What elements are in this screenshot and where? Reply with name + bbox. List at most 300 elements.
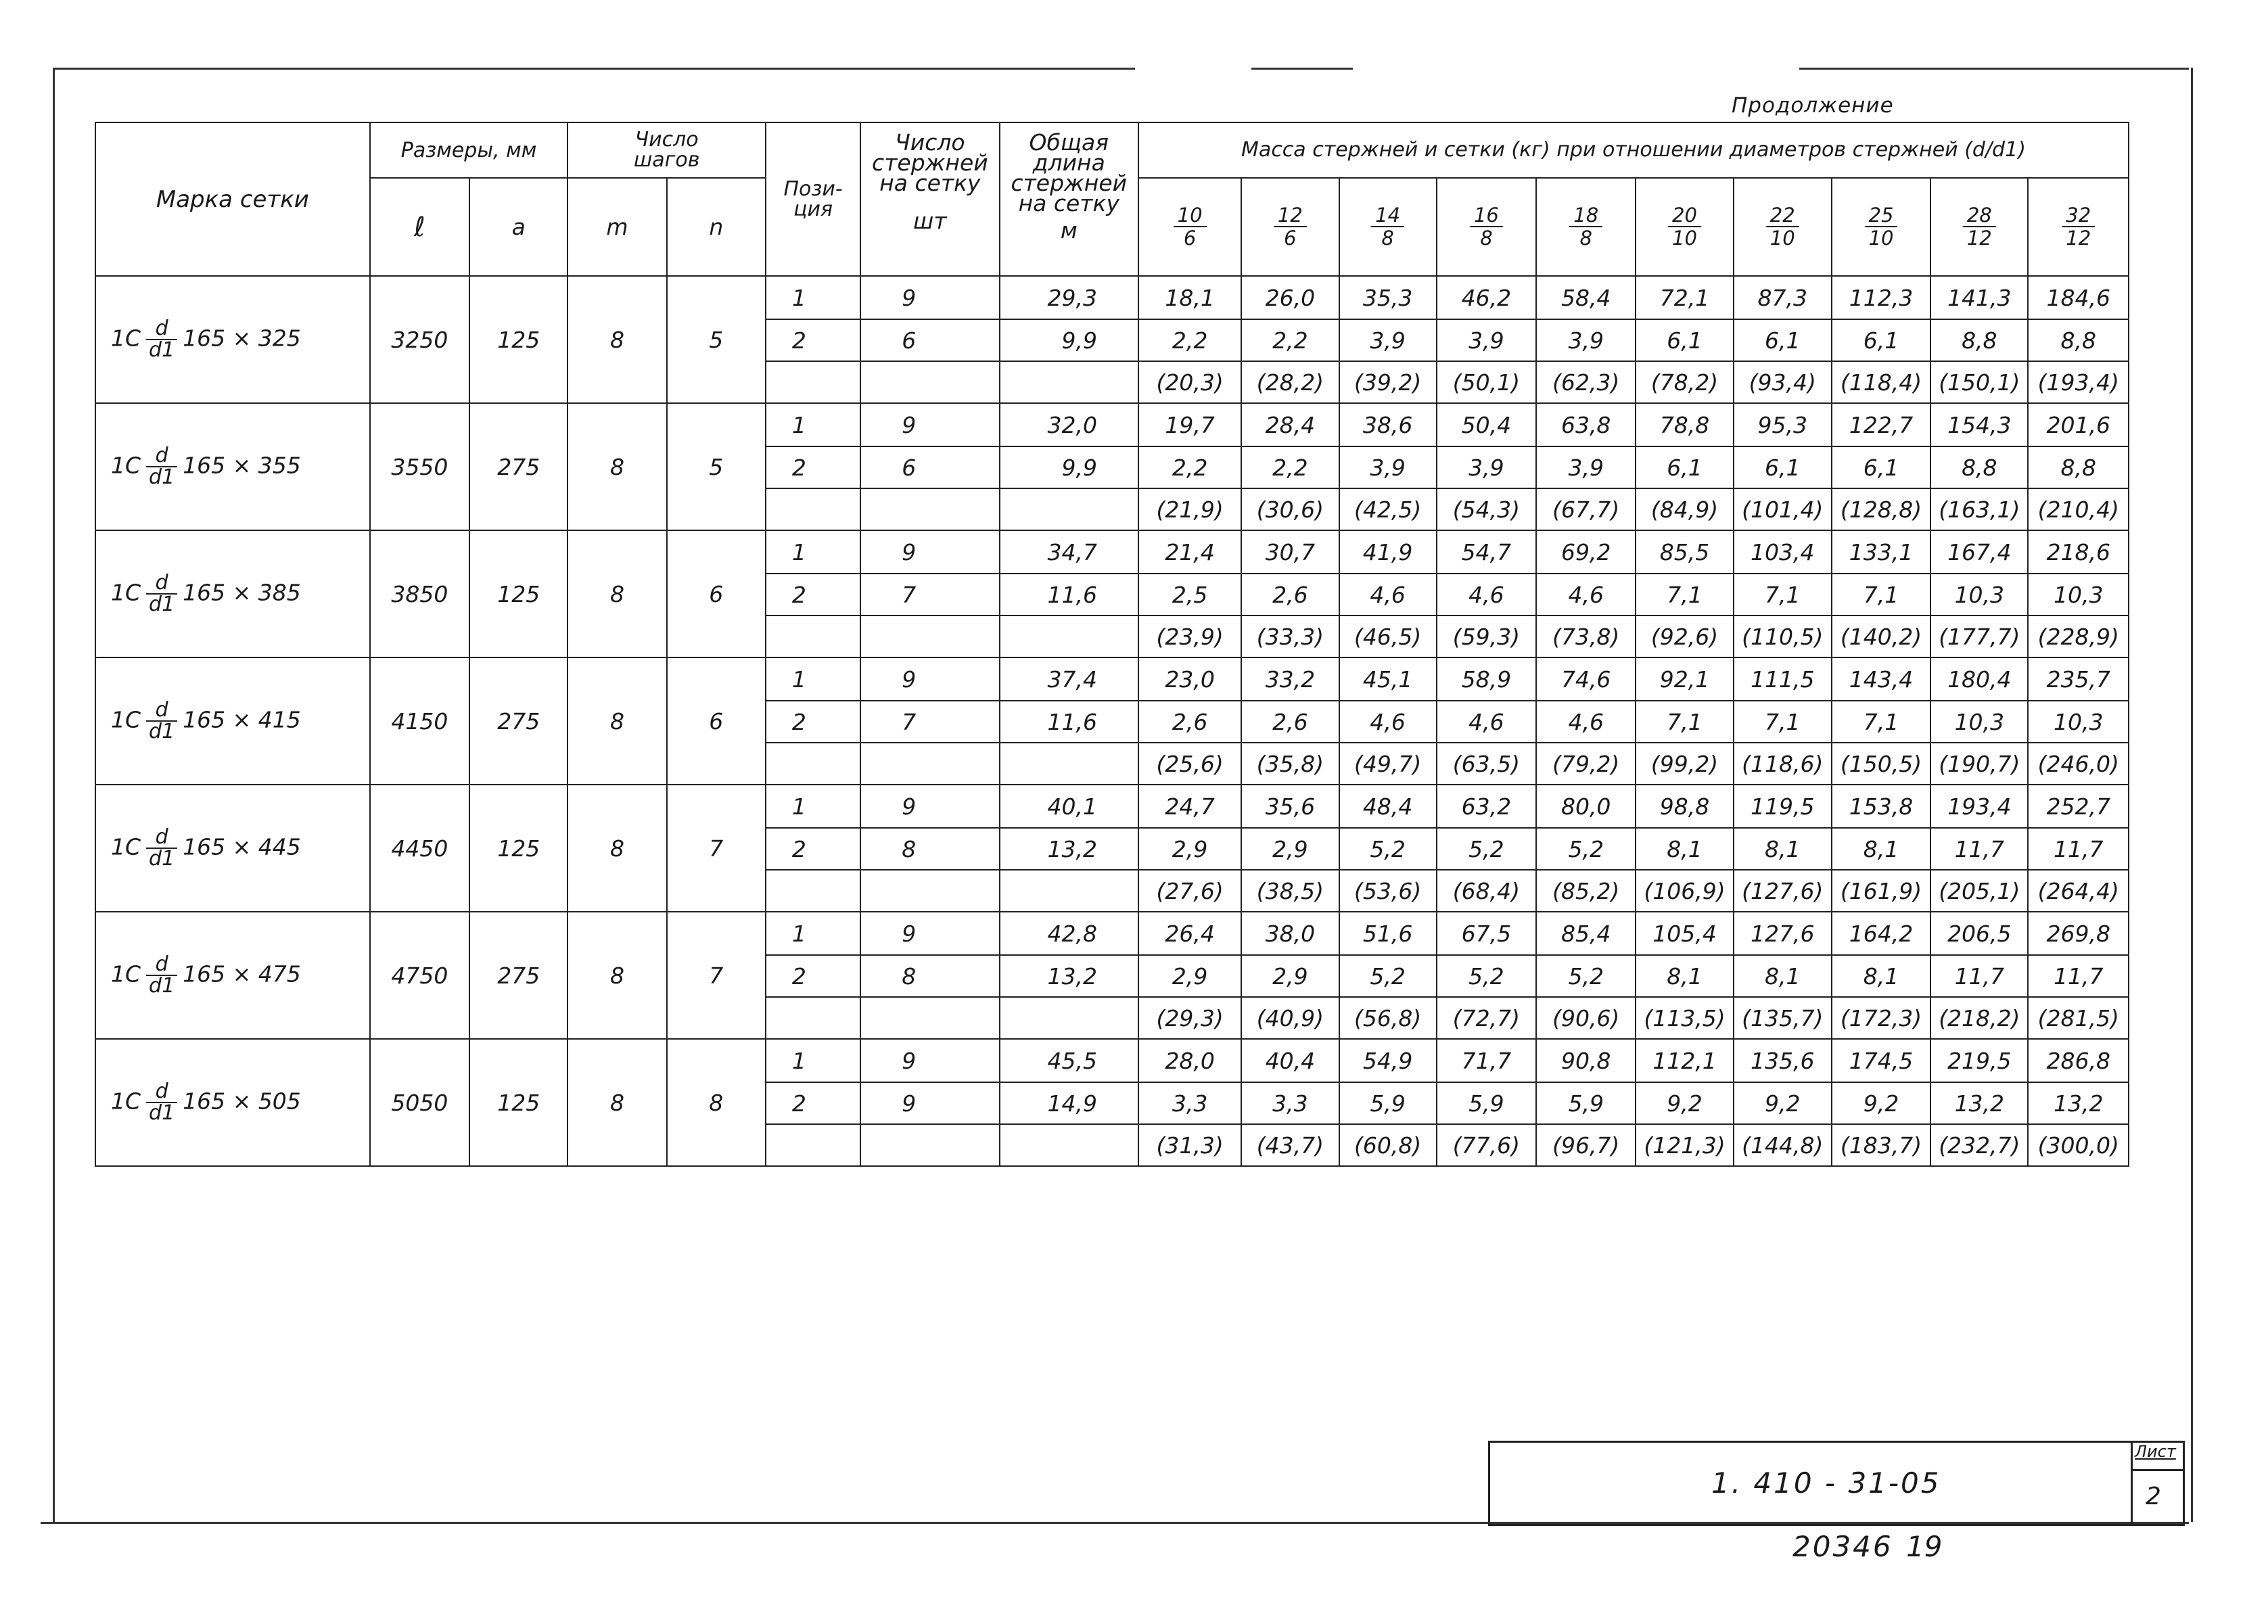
mesh-total-mass: (35,8)	[1241, 743, 1339, 785]
mesh-total-mass: (210,4)	[2028, 488, 2129, 530]
document-code: 1. 410 - 31-05	[1711, 1466, 1941, 1500]
inventory-page: 19	[1906, 1530, 1943, 1563]
rod-mass: 2,9	[1241, 955, 1339, 997]
header-total-length	[1000, 122, 1138, 276]
rod-mass: 167,4	[1930, 530, 2028, 574]
mesh-total-mass: (21,9)	[1138, 488, 1241, 530]
rod-mass: 35,3	[1339, 276, 1437, 319]
mesh-total-mass: (78,2)	[1636, 361, 1733, 403]
mesh-total-mass: (163,1)	[1930, 488, 2028, 530]
mesh-total-mass: (96,7)	[1536, 1124, 1636, 1166]
rod-mass: 206,5	[1930, 912, 2028, 955]
header-dimensions: Размеры, мм	[370, 122, 568, 178]
mesh-total-mass: (135,7)	[1734, 997, 1832, 1039]
rod-mass: 122,7	[1832, 403, 1930, 446]
mesh-total-mass: (264,4)	[2028, 870, 2129, 912]
mesh-mark-d: d	[146, 827, 177, 849]
header-ratio-7	[1734, 178, 1832, 276]
rod-mass: 85,5	[1636, 530, 1733, 574]
position-number: 1	[766, 657, 860, 701]
mesh-total-mass: (101,4)	[1734, 488, 1832, 530]
rod-mass: 2,2	[1138, 319, 1241, 361]
rod-mass: 135,6	[1734, 1039, 1832, 1082]
mesh-steps-n: 7	[667, 912, 766, 1039]
mesh-width-a: 125	[469, 276, 568, 403]
mesh-total-mass: (85,2)	[1536, 870, 1636, 912]
rod-mass: 48,4	[1339, 785, 1437, 828]
ratio-d1: 10	[1868, 226, 1894, 250]
rod-mass: 6,1	[1832, 319, 1930, 361]
rod-mass: 5,2	[1536, 955, 1636, 997]
rod-mass: 41,9	[1339, 530, 1437, 574]
header-rods-count	[860, 122, 999, 276]
table-row	[95, 276, 2129, 319]
rod-mass: 252,7	[2028, 785, 2129, 828]
rod-mass: 112,1	[1636, 1039, 1733, 1082]
rod-mass: 18,1	[1138, 276, 1241, 319]
table-row	[95, 403, 2129, 446]
rod-mass: 26,4	[1138, 912, 1241, 955]
rod-mass: 111,5	[1734, 657, 1832, 701]
rod-mass: 193,4	[1930, 785, 2028, 828]
mesh-total-mass: (25,6)	[1138, 743, 1241, 785]
mesh-steps-m: 8	[568, 912, 666, 1039]
position-number	[766, 616, 860, 657]
header-dim-l: ℓ	[370, 178, 469, 276]
mesh-steps-n: 5	[667, 276, 766, 403]
rod-mass: 3,9	[1437, 446, 1536, 488]
rod-mass: 119,5	[1734, 785, 1832, 828]
position-number: 2	[766, 1082, 860, 1124]
header-rods-count-text: Число стержней на сетку	[872, 129, 988, 196]
mesh-total-mass: (23,9)	[1138, 616, 1241, 657]
rods-count: 9	[860, 530, 999, 574]
rod-mass: 8,1	[1832, 955, 1930, 997]
mesh-total-mass: (53,6)	[1339, 870, 1437, 912]
rod-mass: 3,9	[1536, 446, 1636, 488]
position-number: 2	[766, 828, 860, 870]
rod-mass: 5,2	[1536, 828, 1636, 870]
rod-mass: 3,9	[1536, 319, 1636, 361]
frame-top-line-2	[1251, 68, 1353, 70]
mesh-total-mass: (63,5)	[1437, 743, 1536, 785]
mesh-total-mass: (56,8)	[1339, 997, 1437, 1039]
mesh-steps-n: 8	[667, 1039, 766, 1166]
mesh-total-mass: (27,6)	[1138, 870, 1241, 912]
mesh-width-a: 125	[469, 1039, 568, 1166]
mesh-steps-m: 8	[568, 276, 666, 403]
rod-mass: 87,3	[1734, 276, 1832, 319]
position-number: 1	[766, 530, 860, 574]
mesh-total-mass: (38,5)	[1241, 870, 1339, 912]
mesh-mark-d: d	[146, 573, 177, 595]
position-number: 1	[766, 912, 860, 955]
frame-top-line-3	[1799, 68, 2189, 70]
mesh-total-mass: (150,5)	[1832, 743, 1930, 785]
rods-count	[860, 488, 999, 530]
mesh-total-mass: (118,4)	[1832, 361, 1930, 403]
rod-mass: 3,9	[1437, 319, 1536, 361]
rod-mass: 9,2	[1832, 1082, 1930, 1124]
mesh-mark	[95, 912, 370, 1039]
mesh-mark-size: 165 × 415	[183, 706, 301, 733]
rod-mass: 3,3	[1138, 1082, 1241, 1124]
mesh-total-mass: (28,2)	[1241, 361, 1339, 403]
mesh-length-l: 3850	[370, 530, 469, 657]
rod-mass: 46,2	[1437, 276, 1536, 319]
rod-mass: 3,3	[1241, 1082, 1339, 1124]
rod-mass: 51,6	[1339, 912, 1437, 955]
rod-mass: 10,3	[1930, 701, 2028, 743]
ratio-d: 32	[2062, 204, 2095, 227]
rod-mass: 50,4	[1437, 403, 1536, 446]
total-length: 11,6	[1000, 701, 1138, 743]
rod-mass: 3,9	[1339, 446, 1437, 488]
mesh-total-mass: (90,6)	[1536, 997, 1636, 1039]
ratio-d: 20	[1668, 204, 1701, 227]
mesh-mark-d1: d1	[149, 593, 175, 616]
rods-count: 8	[860, 955, 999, 997]
ratio-fraction	[1274, 204, 1307, 249]
rods-count: 6	[860, 319, 999, 361]
mesh-mark-fraction	[146, 700, 177, 742]
rods-count	[860, 743, 999, 785]
mesh-total-mass: (67,7)	[1536, 488, 1636, 530]
rod-mass: 219,5	[1930, 1039, 2028, 1082]
position-number: 2	[766, 701, 860, 743]
mesh-total-mass: (60,8)	[1339, 1124, 1437, 1166]
mesh-steps-n: 6	[667, 657, 766, 785]
mesh-mark	[95, 403, 370, 530]
mesh-width-a: 275	[469, 657, 568, 785]
rod-mass: 154,3	[1930, 403, 2028, 446]
mesh-total-mass: (183,7)	[1832, 1124, 1930, 1166]
rod-mass: 26,0	[1241, 276, 1339, 319]
position-number: 1	[766, 785, 860, 828]
header-steps: Число шагов	[568, 122, 766, 178]
rod-mass: 24,7	[1138, 785, 1241, 828]
rods-count: 9	[860, 785, 999, 828]
rods-count	[860, 361, 999, 403]
rod-mass: 72,1	[1636, 276, 1733, 319]
rod-mass: 11,7	[1930, 955, 2028, 997]
rod-mass: 63,8	[1536, 403, 1636, 446]
rod-mass: 21,4	[1138, 530, 1241, 574]
mesh-mark-d: d	[146, 1082, 177, 1103]
ratio-d: 14	[1371, 204, 1404, 227]
mesh-total-mass: (246,0)	[2028, 743, 2129, 785]
mesh-total-mass: (193,4)	[2028, 361, 2129, 403]
sheet-divider	[2131, 1469, 2183, 1471]
rods-count: 9	[860, 657, 999, 701]
rod-mass: 95,3	[1734, 403, 1832, 446]
mesh-mark	[95, 657, 370, 785]
mesh-mark-d: d	[146, 954, 177, 976]
ratio-fraction	[1569, 204, 1602, 249]
mesh-total-mass: (128,8)	[1832, 488, 1930, 530]
table-row	[95, 657, 2129, 701]
rod-mass: 2,9	[1138, 828, 1241, 870]
mesh-total-mass: (127,6)	[1734, 870, 1832, 912]
rod-mass: 103,4	[1734, 530, 1832, 574]
rod-mass: 69,2	[1536, 530, 1636, 574]
mesh-steps-n: 5	[667, 403, 766, 530]
rods-count: 7	[860, 701, 999, 743]
rod-mass: 5,9	[1437, 1082, 1536, 1124]
header-total-length-text: Общая длина стержней на сетку	[1011, 129, 1128, 216]
rod-mass: 218,6	[2028, 530, 2129, 574]
mesh-total-mass: (161,9)	[1832, 870, 1930, 912]
rod-mass: 127,6	[1734, 912, 1832, 955]
ratio-d1: 8	[1381, 226, 1394, 250]
mesh-mass-table	[95, 122, 2129, 1167]
total-length	[1000, 1124, 1138, 1166]
position-number: 2	[766, 955, 860, 997]
rod-mass: 174,5	[1832, 1039, 1930, 1082]
rods-count	[860, 870, 999, 912]
rod-mass: 8,8	[1930, 446, 2028, 488]
rod-mass: 2,6	[1241, 701, 1339, 743]
rod-mass: 11,7	[2028, 828, 2129, 870]
total-length: 13,2	[1000, 828, 1138, 870]
rod-mass: 4,6	[1339, 701, 1437, 743]
rod-mass: 54,9	[1339, 1039, 1437, 1082]
rod-mass: 201,6	[2028, 403, 2129, 446]
header-ratio-10	[2028, 178, 2129, 276]
table-row	[95, 912, 2129, 955]
ratio-d1: 10	[1769, 226, 1795, 250]
mesh-steps-n: 6	[667, 530, 766, 657]
mesh-mark-fraction	[146, 446, 177, 488]
ratio-d1: 8	[1579, 226, 1592, 250]
total-length: 32,0	[1000, 403, 1138, 446]
rod-mass: 45,1	[1339, 657, 1437, 701]
mesh-mark-d: d	[146, 319, 177, 340]
rod-mass: 2,2	[1241, 319, 1339, 361]
mesh-total-mass: (33,3)	[1241, 616, 1339, 657]
ratio-d1: 8	[1480, 226, 1493, 250]
rods-count	[860, 997, 999, 1039]
rod-mass: 2,6	[1241, 574, 1339, 616]
mesh-steps-m: 8	[568, 1039, 666, 1166]
rod-mass: 112,3	[1832, 276, 1930, 319]
mesh-mark-d1: d1	[149, 847, 175, 871]
rod-mass: 30,7	[1241, 530, 1339, 574]
ratio-fraction	[1766, 204, 1799, 249]
frame-top-line-1	[53, 68, 1135, 70]
rod-mass: 3,9	[1339, 319, 1437, 361]
rod-mass: 28,4	[1241, 403, 1339, 446]
rod-mass: 4,6	[1437, 701, 1536, 743]
mesh-length-l: 4750	[370, 912, 469, 1039]
mesh-total-mass: (99,2)	[1636, 743, 1733, 785]
mesh-total-mass: (79,2)	[1536, 743, 1636, 785]
mesh-total-mass: (140,2)	[1832, 616, 1930, 657]
header-total-length-unit: м	[1060, 217, 1078, 243]
rod-mass: 98,8	[1636, 785, 1733, 828]
ratio-d: 16	[1470, 204, 1503, 227]
mesh-total-mass: (106,9)	[1636, 870, 1733, 912]
mesh-length-l: 5050	[370, 1039, 469, 1166]
mesh-mark-fraction	[146, 573, 177, 615]
rod-mass: 4,6	[1536, 701, 1636, 743]
ratio-fraction	[1668, 204, 1701, 249]
rod-mass: 184,6	[2028, 276, 2129, 319]
total-length	[1000, 488, 1138, 530]
ratio-fraction	[1174, 204, 1207, 249]
mesh-mark-size: 165 × 505	[183, 1088, 301, 1115]
mesh-total-mass: (40,9)	[1241, 997, 1339, 1039]
mesh-total-mass: (92,6)	[1636, 616, 1733, 657]
rod-mass: 92,1	[1636, 657, 1733, 701]
rod-mass: 11,7	[1930, 828, 2028, 870]
mesh-total-mass: (77,6)	[1437, 1124, 1536, 1166]
rod-mass: 4,6	[1339, 574, 1437, 616]
inventory-number: 20346	[1792, 1530, 1893, 1563]
total-length: 45,5	[1000, 1039, 1138, 1082]
mesh-total-mass: (20,3)	[1138, 361, 1241, 403]
mesh-mark-prefix: 1С	[111, 1088, 141, 1115]
mesh-total-mass: (31,3)	[1138, 1124, 1241, 1166]
position-number	[766, 1124, 860, 1166]
position-number: 1	[766, 403, 860, 446]
rod-mass: 8,8	[2028, 446, 2129, 488]
position-number	[766, 488, 860, 530]
rod-mass: 7,1	[1636, 701, 1733, 743]
total-length: 37,4	[1000, 657, 1138, 701]
mesh-mark-d1: d1	[149, 338, 175, 362]
rod-mass: 63,2	[1437, 785, 1536, 828]
ratio-fraction	[1371, 204, 1404, 249]
total-length	[1000, 870, 1138, 912]
header-rods-count-unit: шт	[913, 208, 947, 234]
rods-count: 9	[860, 912, 999, 955]
rod-mass: 2,2	[1138, 446, 1241, 488]
rod-mass: 180,4	[1930, 657, 2028, 701]
total-length: 40,1	[1000, 785, 1138, 828]
mesh-total-mass: (73,8)	[1536, 616, 1636, 657]
header-position: Пози-ция	[766, 122, 860, 276]
mesh-total-mass: (72,7)	[1437, 997, 1536, 1039]
header-mark: Марка сетки	[95, 122, 370, 276]
total-length	[1000, 361, 1138, 403]
total-length: 13,2	[1000, 955, 1138, 997]
rod-mass: 74,6	[1536, 657, 1636, 701]
rod-mass: 9,2	[1734, 1082, 1832, 1124]
mesh-total-mass: (54,3)	[1437, 488, 1536, 530]
rod-mass: 8,1	[1832, 828, 1930, 870]
mesh-total-mass: (281,5)	[2028, 997, 2129, 1039]
mesh-width-a: 275	[469, 403, 568, 530]
table-row	[95, 785, 2129, 828]
mesh-length-l: 4450	[370, 785, 469, 912]
ratio-d1: 12	[1966, 226, 1992, 250]
rod-mass: 5,2	[1339, 828, 1437, 870]
position-number: 2	[766, 446, 860, 488]
rod-mass: 164,2	[1832, 912, 1930, 955]
ratio-fraction	[1470, 204, 1503, 249]
total-length: 9,9	[1000, 446, 1138, 488]
header-row-top	[95, 122, 2129, 178]
rod-mass: 19,7	[1138, 403, 1241, 446]
mesh-mark-size: 165 × 475	[183, 960, 301, 988]
total-length	[1000, 743, 1138, 785]
rod-mass: 8,1	[1636, 828, 1733, 870]
rod-mass: 7,1	[1734, 574, 1832, 616]
mesh-total-mass: (59,3)	[1437, 616, 1536, 657]
rods-count: 9	[860, 276, 999, 319]
position-number	[766, 870, 860, 912]
mesh-mark	[95, 1039, 370, 1166]
rod-mass: 13,2	[2028, 1082, 2129, 1124]
rods-count: 7	[860, 574, 999, 616]
position-number: 1	[766, 1039, 860, 1082]
rods-count	[860, 616, 999, 657]
table-row	[95, 530, 2129, 574]
rod-mass: 6,1	[1636, 319, 1733, 361]
mesh-total-mass: (62,3)	[1536, 361, 1636, 403]
rod-mass: 9,2	[1636, 1082, 1733, 1124]
header-ratio-9	[1930, 178, 2028, 276]
mesh-total-mass: (84,9)	[1636, 488, 1733, 530]
rod-mass: 8,8	[2028, 319, 2129, 361]
rod-mass: 38,0	[1241, 912, 1339, 955]
mesh-total-mass: (118,6)	[1734, 743, 1832, 785]
mesh-total-mass: (39,2)	[1339, 361, 1437, 403]
position-number	[766, 997, 860, 1039]
mesh-mark-prefix: 1С	[111, 579, 141, 606]
position-number: 2	[766, 574, 860, 616]
mesh-total-mass: (150,1)	[1930, 361, 2028, 403]
mesh-mark-d: d	[146, 446, 177, 467]
ratio-d1: 6	[1183, 226, 1197, 250]
mesh-length-l: 3250	[370, 276, 469, 403]
rod-mass: 2,6	[1138, 701, 1241, 743]
rod-mass: 7,1	[1636, 574, 1733, 616]
mesh-total-mass: (50,1)	[1437, 361, 1536, 403]
ratio-d: 18	[1569, 204, 1602, 227]
mesh-width-a: 275	[469, 912, 568, 1039]
mesh-total-mass: (218,2)	[1930, 997, 2028, 1039]
mesh-total-mass: (110,5)	[1734, 616, 1832, 657]
rods-count: 9	[860, 1039, 999, 1082]
rod-mass: 10,3	[2028, 574, 2129, 616]
mesh-total-mass: (172,3)	[1832, 997, 1930, 1039]
mesh-total-mass: (113,5)	[1636, 997, 1733, 1039]
rod-mass: 80,0	[1536, 785, 1636, 828]
rod-mass: 2,9	[1241, 828, 1339, 870]
ratio-d1: 6	[1284, 226, 1297, 250]
mesh-mark-fraction	[146, 827, 177, 869]
rod-mass: 7,1	[1734, 701, 1832, 743]
rod-mass: 133,1	[1832, 530, 1930, 574]
rod-mass: 90,8	[1536, 1039, 1636, 1082]
mesh-mark-fraction	[146, 954, 177, 996]
rod-mass: 269,8	[2028, 912, 2129, 955]
rod-mass: 38,6	[1339, 403, 1437, 446]
rod-mass: 67,5	[1437, 912, 1536, 955]
mesh-mark-prefix: 1С	[111, 833, 141, 860]
mesh-mark-fraction	[146, 319, 177, 361]
rod-mass: 141,3	[1930, 276, 2028, 319]
mesh-total-mass: (42,5)	[1339, 488, 1437, 530]
mesh-total-mass: (144,8)	[1734, 1124, 1832, 1166]
rod-mass: 235,7	[2028, 657, 2129, 701]
ratio-d: 10	[1174, 204, 1207, 227]
ratio-d: 25	[1865, 204, 1898, 227]
mesh-total-mass: (232,7)	[1930, 1124, 2028, 1166]
mesh-mark-prefix: 1С	[111, 452, 141, 479]
